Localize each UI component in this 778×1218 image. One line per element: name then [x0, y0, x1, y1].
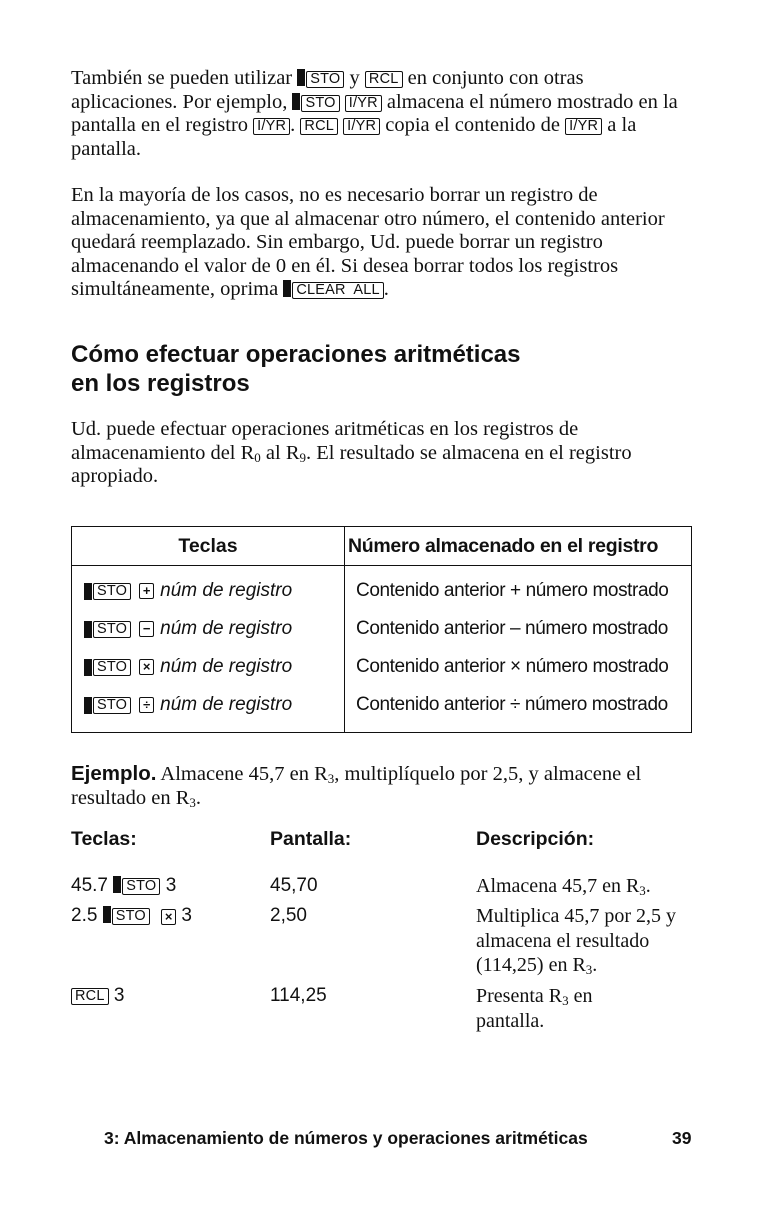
text: También se pueden utilizar: [71, 67, 293, 89]
header-keys: Teclas: [72, 527, 345, 566]
rcl-key: RCL: [365, 71, 403, 88]
text: a la pantalla.: [71, 114, 637, 160]
example-paragraph: [71, 762, 696, 810]
result-cell: Contenido anterior – número mostrado: [356, 618, 668, 639]
rcl-key: RCL: [71, 988, 109, 1005]
example-display-row2: 2,50: [270, 905, 307, 926]
header-result: Número almacenado en el registro: [345, 527, 692, 566]
text: 3: [113, 985, 125, 1006]
example-display-row3: 114,25: [270, 985, 327, 1006]
page-number: 39: [672, 1128, 692, 1148]
text: Multiplica 45,7 por 2,5 y almacena el resultado (114,25) en R: [476, 905, 676, 976]
example-display-row1: 45,70: [270, 875, 318, 896]
register-label: núm de registro: [160, 694, 293, 715]
col-keys-heading: Teclas:: [71, 828, 137, 850]
shift-key-icon: [103, 906, 111, 923]
clear-all-key: CLEAR ALL: [292, 282, 383, 299]
result-cell: Contenido anterior × número mostrado: [356, 656, 669, 677]
text: contenido de: [454, 114, 561, 137]
iyr-key: I/YR: [565, 118, 602, 135]
text: 45.7: [71, 875, 108, 896]
paragraph-intro: [71, 67, 683, 161]
text: y: [349, 67, 360, 89]
text: al R: [260, 441, 300, 464]
col-display-heading: Pantalla:: [270, 828, 352, 850]
sto-key: STO: [112, 908, 150, 925]
text: en pantalla.: [476, 985, 593, 1032]
example-desc-row3: [476, 984, 656, 1033]
subscript: 3: [327, 771, 335, 786]
text: .: [645, 875, 651, 897]
register-label: núm de registro: [160, 580, 293, 601]
sto-key: STO: [306, 71, 344, 88]
sto-key: STO: [122, 878, 160, 895]
text: .: [195, 786, 202, 809]
text: .: [592, 954, 598, 976]
shift-key-icon: [113, 876, 121, 893]
plus-key: +: [139, 583, 154, 599]
subscript: 3: [639, 883, 646, 898]
subscript: 3: [189, 794, 196, 810]
shift-key-icon: [283, 280, 291, 297]
result-cell: Contenido anterior ÷ número mostrado: [356, 694, 668, 715]
text: Almacena 45,7 en R: [476, 875, 640, 897]
example-keys-row2: [71, 904, 192, 928]
iyr-key: I/YR: [253, 118, 290, 135]
shift-key-icon: [84, 583, 92, 600]
results-column: [345, 566, 692, 733]
chapter-footer: 3: Almacenamiento de números y operaciones aritméticas: [104, 1128, 588, 1148]
sto-key: STO: [93, 583, 131, 600]
text: 2.5: [71, 905, 98, 926]
text: .: [290, 114, 296, 137]
example-label: Ejemplo.: [71, 762, 157, 785]
subscript: 3: [562, 993, 569, 1008]
example-desc-row2: [476, 904, 706, 978]
text: . El resultado se almacena en el registro apropiado.: [71, 441, 632, 488]
sto-key: STO: [93, 621, 131, 638]
table-body: [72, 566, 692, 733]
text: en conjunto con otras: [407, 67, 584, 89]
iyr-key: I/YR: [343, 118, 380, 135]
text: Presenta R: [476, 985, 563, 1007]
subscript: 9: [299, 449, 307, 465]
text: En la mayoría de los casos, no es necesario borrar un registro de almacenamiento, ya que al almacenar otro número, el contenido anterior quedará reemplazado. Sin embargo, Ud. puede borrar un registro almacenando el valor de 0 en él. Si desea borrar todos los registros simultáneamente, oprima: [71, 184, 665, 301]
text: copia el: [385, 114, 450, 137]
result-cell: Contenido anterior + número mostrado: [356, 580, 669, 601]
table-header-row: [72, 527, 692, 566]
table-row: [72, 686, 344, 724]
text: Almacene 45,7 en R: [156, 763, 328, 785]
operations-table: [71, 526, 692, 733]
sto-key: STO: [93, 697, 131, 714]
example-keys-row3: [71, 984, 124, 1008]
table-row: [72, 610, 344, 648]
paragraph-clear: [71, 184, 683, 302]
text: mostrado en la pantalla en el registro: [71, 90, 678, 137]
times-key: ×: [161, 909, 176, 925]
text: almacena el número: [386, 90, 552, 113]
section-heading: [71, 340, 521, 398]
text: aplicaciones. Por ejemplo,: [71, 90, 288, 113]
shift-key-icon: [84, 659, 92, 676]
divide-key: ÷: [139, 697, 154, 713]
subscript: 0: [254, 449, 261, 465]
shift-key-icon: [292, 93, 300, 110]
register-label: núm de registro: [160, 618, 293, 639]
text: , multiplíquelo por 2,5, y almacene el resultado en R: [71, 763, 642, 809]
col-desc-heading: Descripción:: [476, 828, 595, 850]
heading-line: Cómo efectuar operaciones aritméticas: [71, 341, 521, 368]
text: Ud. puede efectuar operaciones aritméticas en los registros de almacenamiento del R: [71, 418, 579, 464]
text: 3: [165, 875, 177, 896]
subscript: 3: [585, 962, 593, 977]
example-desc-row1: [476, 874, 706, 899]
sto-key: STO: [93, 659, 131, 676]
example-keys-row1: [71, 874, 176, 898]
shift-key-icon: [84, 621, 92, 638]
text: 3: [181, 905, 192, 926]
times-key: ×: [139, 659, 154, 675]
table-row: [72, 572, 344, 610]
minus-key: −: [139, 621, 154, 637]
table-row: [72, 648, 344, 686]
rcl-key: RCL: [300, 118, 338, 135]
shift-key-icon: [297, 69, 305, 86]
text: .: [383, 278, 389, 301]
register-label: núm de registro: [160, 656, 293, 677]
sto-key: STO: [301, 95, 339, 112]
paragraph-arith: [71, 418, 683, 489]
heading-line: en los registros: [71, 370, 250, 397]
keys-column: [72, 566, 345, 733]
iyr-key: I/YR: [345, 95, 382, 112]
shift-key-icon: [84, 697, 92, 714]
